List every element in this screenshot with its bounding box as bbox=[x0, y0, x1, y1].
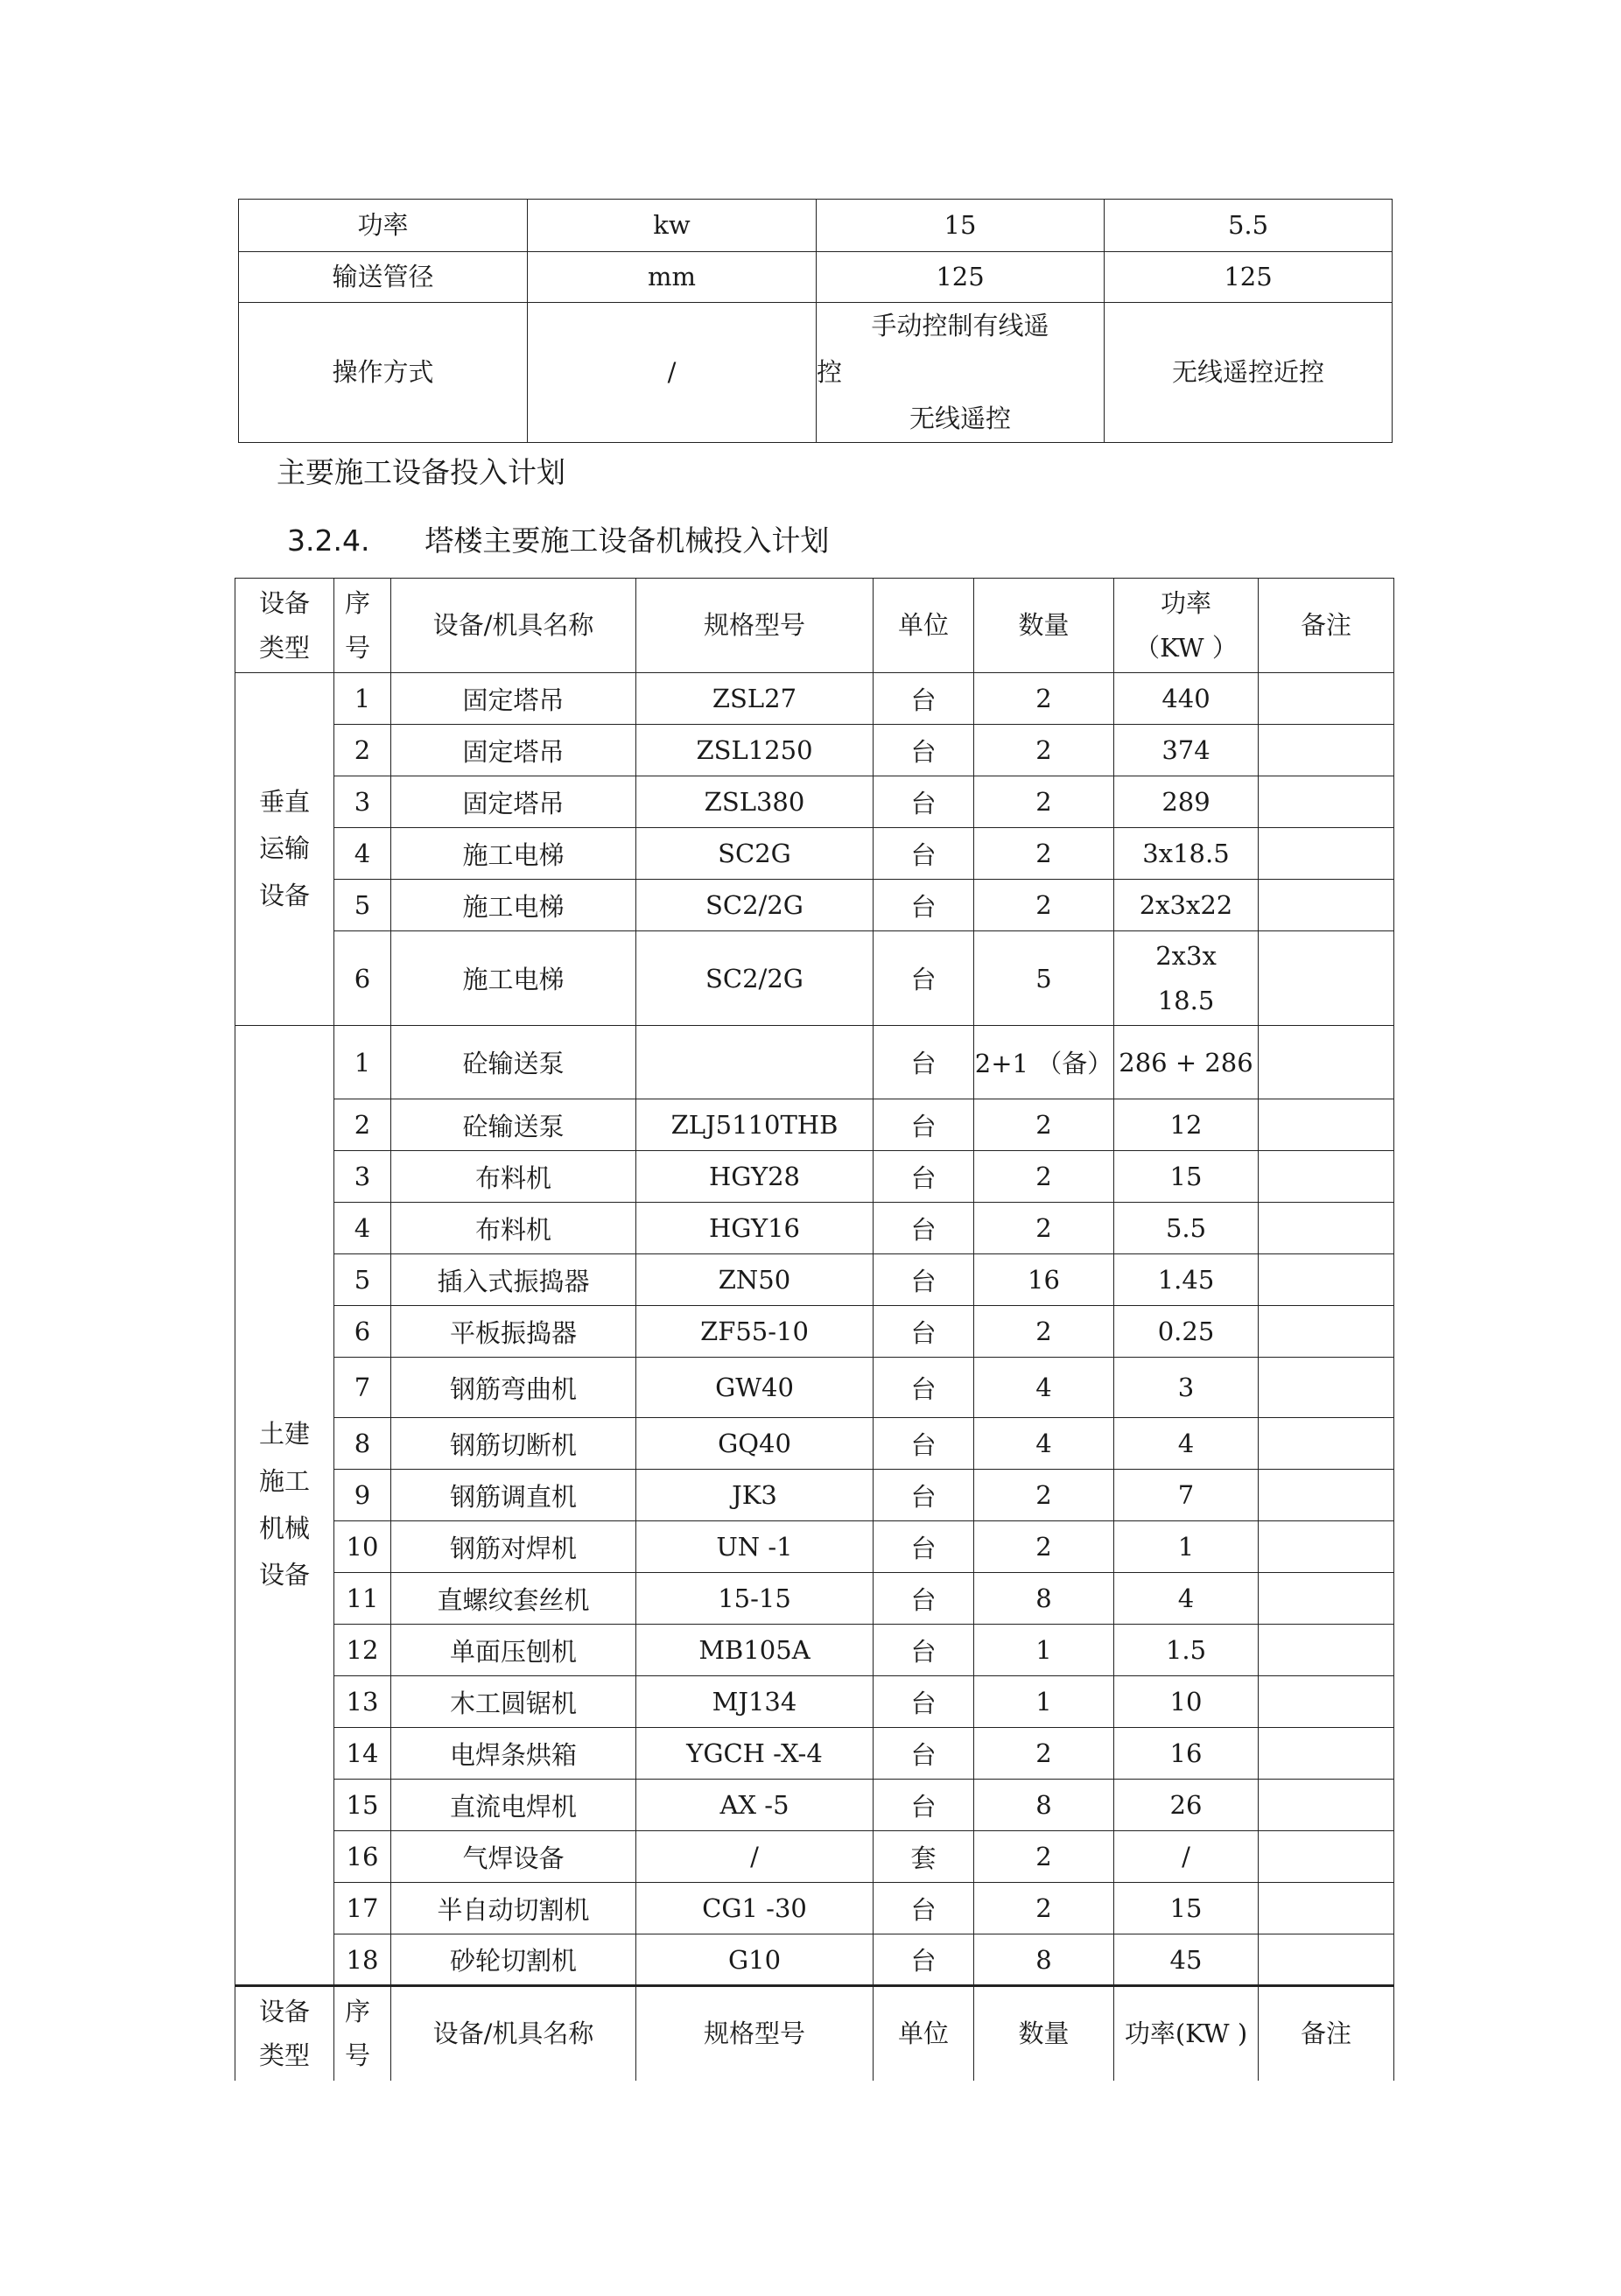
spec-row bbox=[239, 303, 1393, 443]
equipment-unit: 台 bbox=[874, 880, 974, 931]
equipment-quantity: 2 bbox=[974, 1470, 1114, 1521]
table-row bbox=[235, 1676, 1394, 1728]
header-qty: 数量 bbox=[974, 579, 1114, 673]
equipment-power: 7 bbox=[1114, 1470, 1259, 1521]
equipment-name: 直流电焊机 bbox=[391, 1780, 636, 1831]
spec-value: 5.5 bbox=[1105, 200, 1393, 252]
row-number: 14 bbox=[334, 1728, 391, 1780]
equipment-quantity: 4 bbox=[974, 1358, 1114, 1418]
subsection-heading: 3.2.4. 塔楼主要施工设备机械投入计划 bbox=[287, 523, 830, 558]
equipment-model: UN -1 bbox=[636, 1521, 874, 1573]
equipment-power: 3 bbox=[1114, 1358, 1259, 1418]
row-number: 18 bbox=[334, 1934, 391, 1986]
equipment-model: GQ40 bbox=[636, 1418, 874, 1470]
equipment-name: 单面压刨机 bbox=[391, 1625, 636, 1676]
equipment-model: G10 bbox=[636, 1934, 874, 1986]
equipment-model: ZSL27 bbox=[636, 673, 874, 725]
equipment-table bbox=[235, 578, 1394, 2081]
row-number: 11 bbox=[334, 1573, 391, 1625]
table-row bbox=[235, 1780, 1394, 1831]
row-number: 16 bbox=[334, 1831, 391, 1883]
equipment-power: 1.45 bbox=[1114, 1254, 1259, 1306]
equipment-model: ZSL380 bbox=[636, 776, 874, 828]
row-number: 1 bbox=[334, 673, 391, 725]
equipment-quantity: 2 bbox=[974, 1151, 1114, 1203]
equipment-model: MB105A bbox=[636, 1625, 874, 1676]
equipment-name: 固定塔吊 bbox=[391, 673, 636, 725]
header-unit: 单位 bbox=[874, 1986, 974, 2081]
row-number: 3 bbox=[334, 776, 391, 828]
equipment-name: 施工电梯 bbox=[391, 931, 636, 1026]
table-row bbox=[235, 1831, 1394, 1883]
table-row bbox=[235, 725, 1394, 776]
section-heading: 主要施工设备投入计划 bbox=[277, 455, 565, 489]
equipment-power: 12 bbox=[1114, 1099, 1259, 1151]
equipment-unit: 台 bbox=[874, 1625, 974, 1676]
spec-value-line: 手动控制有线遥 bbox=[871, 311, 1049, 341]
equipment-remark bbox=[1259, 1934, 1394, 1986]
table-row bbox=[235, 1306, 1394, 1358]
equipment-name: 施工电梯 bbox=[391, 828, 636, 880]
equipment-unit: 台 bbox=[874, 725, 974, 776]
table-row bbox=[235, 1418, 1394, 1470]
equipment-name: 插入式振捣器 bbox=[391, 1254, 636, 1306]
equipment-quantity: 2 bbox=[974, 673, 1114, 725]
equipment-unit: 台 bbox=[874, 1099, 974, 1151]
row-number: 10 bbox=[334, 1521, 391, 1573]
equipment-remark bbox=[1259, 1521, 1394, 1573]
equipment-power: 2x3x22 bbox=[1114, 880, 1259, 931]
equipment-name: 气焊设备 bbox=[391, 1831, 636, 1883]
spec-value-line: 无线遥控 bbox=[909, 404, 1011, 433]
equipment-unit: 台 bbox=[874, 1358, 974, 1418]
spec-value: 无线遥控近控 bbox=[1105, 303, 1393, 443]
equipment-name: 布料机 bbox=[391, 1151, 636, 1203]
row-number: 7 bbox=[334, 1358, 391, 1418]
spec-row bbox=[239, 252, 1393, 303]
equipment-model: 15-15 bbox=[636, 1573, 874, 1625]
equipment-quantity: 8 bbox=[974, 1934, 1114, 1986]
spec-unit: / bbox=[528, 303, 817, 443]
equipment-power: 4 bbox=[1114, 1418, 1259, 1470]
equipment-model: HGY16 bbox=[636, 1203, 874, 1254]
equipment-model: ZSL1250 bbox=[636, 725, 874, 776]
equipment-unit: 台 bbox=[874, 1470, 974, 1521]
equipment-remark bbox=[1259, 1676, 1394, 1728]
equipment-model: HGY28 bbox=[636, 1151, 874, 1203]
equipment-power: 5.5 bbox=[1114, 1203, 1259, 1254]
equipment-quantity: 1 bbox=[974, 1625, 1114, 1676]
equipment-power: 15 bbox=[1114, 1151, 1259, 1203]
equipment-model: CG1 -30 bbox=[636, 1883, 874, 1934]
equipment-remark bbox=[1259, 1026, 1394, 1099]
table-row bbox=[235, 1026, 1394, 1099]
spec-value: 15 bbox=[817, 200, 1105, 252]
spec-unit: mm bbox=[528, 252, 817, 303]
row-number: 2 bbox=[334, 725, 391, 776]
equipment-unit: 台 bbox=[874, 1676, 974, 1728]
equipment-power: 0.25 bbox=[1114, 1306, 1259, 1358]
header-no: 序 号 bbox=[334, 1986, 391, 2081]
table-row bbox=[235, 1625, 1394, 1676]
equipment-name: 砼输送泵 bbox=[391, 1026, 636, 1099]
equipment-remark bbox=[1259, 776, 1394, 828]
table-row bbox=[235, 931, 1394, 1026]
equipment-quantity: 8 bbox=[974, 1573, 1114, 1625]
equipment-power: 15 bbox=[1114, 1883, 1259, 1934]
row-number: 15 bbox=[334, 1780, 391, 1831]
table-row bbox=[235, 1934, 1394, 1986]
equipment-power: 440 bbox=[1114, 673, 1259, 725]
table-row bbox=[235, 1521, 1394, 1573]
equipment-name: 平板振捣器 bbox=[391, 1306, 636, 1358]
equipment-category: 垂直 运输 设备 bbox=[235, 673, 334, 1026]
equipment-model bbox=[636, 1026, 874, 1099]
header-type: 设备 类型 bbox=[235, 1986, 334, 2081]
spec-row bbox=[239, 200, 1393, 252]
row-number: 8 bbox=[334, 1418, 391, 1470]
equipment-remark bbox=[1259, 1418, 1394, 1470]
table-row bbox=[235, 673, 1394, 725]
table-row bbox=[235, 776, 1394, 828]
equipment-remark bbox=[1259, 828, 1394, 880]
equipment-quantity: 2 bbox=[974, 1883, 1114, 1934]
equipment-name: 直螺纹套丝机 bbox=[391, 1573, 636, 1625]
equipment-name: 砂轮切割机 bbox=[391, 1934, 636, 1986]
table-row bbox=[235, 1358, 1394, 1418]
equipment-name: 施工电梯 bbox=[391, 880, 636, 931]
equipment-unit: 台 bbox=[874, 1306, 974, 1358]
row-number: 6 bbox=[334, 931, 391, 1026]
spec-value: 125 bbox=[1105, 252, 1393, 303]
equipment-power: 26 bbox=[1114, 1780, 1259, 1831]
equipment-power: 3x18.5 bbox=[1114, 828, 1259, 880]
row-number: 13 bbox=[334, 1676, 391, 1728]
row-number: 1 bbox=[334, 1026, 391, 1099]
equipment-unit: 台 bbox=[874, 1780, 974, 1831]
equipment-quantity: 2 bbox=[974, 1831, 1114, 1883]
equipment-unit: 台 bbox=[874, 1418, 974, 1470]
spec-unit: kw bbox=[528, 200, 817, 252]
equipment-quantity: 1 bbox=[974, 1676, 1114, 1728]
header-power: 功率(KW ) bbox=[1114, 1986, 1259, 2081]
header-qty: 数量 bbox=[974, 1986, 1114, 2081]
equipment-model: ZN50 bbox=[636, 1254, 874, 1306]
equipment-remark bbox=[1259, 1358, 1394, 1418]
equipment-name: 固定塔吊 bbox=[391, 725, 636, 776]
equipment-name: 钢筋对焊机 bbox=[391, 1521, 636, 1573]
table-row bbox=[235, 1883, 1394, 1934]
equipment-model: YGCH -X-4 bbox=[636, 1728, 874, 1780]
equipment-quantity: 2 bbox=[974, 1203, 1114, 1254]
equipment-power: 1 bbox=[1114, 1521, 1259, 1573]
row-number: 5 bbox=[334, 1254, 391, 1306]
equipment-name: 固定塔吊 bbox=[391, 776, 636, 828]
equipment-remark bbox=[1259, 1306, 1394, 1358]
equipment-quantity: 4 bbox=[974, 1418, 1114, 1470]
equipment-unit: 台 bbox=[874, 1934, 974, 1986]
equipment-unit: 台 bbox=[874, 931, 974, 1026]
equipment-remark bbox=[1259, 1728, 1394, 1780]
equipment-power: 45 bbox=[1114, 1934, 1259, 1986]
table-row bbox=[235, 1203, 1394, 1254]
spec-label: 功率 bbox=[239, 200, 528, 252]
equipment-remark bbox=[1259, 880, 1394, 931]
header-model: 规格型号 bbox=[636, 579, 874, 673]
equipment-unit: 台 bbox=[874, 1521, 974, 1573]
equipment-unit: 台 bbox=[874, 1254, 974, 1306]
equipment-power: 10 bbox=[1114, 1676, 1259, 1728]
spec-label: 操作方式 bbox=[239, 303, 528, 443]
equipment-category: 土建 施工 机械 设备 bbox=[235, 1026, 334, 1986]
header-name: 设备/机具名称 bbox=[391, 1986, 636, 2081]
equipment-remark bbox=[1259, 673, 1394, 725]
spec-value bbox=[817, 303, 1105, 443]
equipment-unit: 台 bbox=[874, 673, 974, 725]
equipment-name: 钢筋调直机 bbox=[391, 1470, 636, 1521]
table-row bbox=[235, 1470, 1394, 1521]
equipment-remark bbox=[1259, 1099, 1394, 1151]
equipment-name: 钢筋弯曲机 bbox=[391, 1358, 636, 1418]
equipment-name: 钢筋切断机 bbox=[391, 1418, 636, 1470]
equipment-quantity: 16 bbox=[974, 1254, 1114, 1306]
equipment-quantity: 2 bbox=[974, 828, 1114, 880]
equipment-power: 4 bbox=[1114, 1573, 1259, 1625]
table-row bbox=[235, 880, 1394, 931]
row-number: 3 bbox=[334, 1151, 391, 1203]
table-row bbox=[235, 828, 1394, 880]
equipment-unit: 台 bbox=[874, 776, 974, 828]
row-number: 2 bbox=[334, 1099, 391, 1151]
equipment-quantity: 2 bbox=[974, 1306, 1114, 1358]
equipment-name: 布料机 bbox=[391, 1203, 636, 1254]
table-row bbox=[235, 1099, 1394, 1151]
table-row bbox=[235, 1151, 1394, 1203]
row-number: 9 bbox=[334, 1470, 391, 1521]
table-header-row bbox=[235, 1986, 1394, 2081]
equipment-unit: 台 bbox=[874, 1203, 974, 1254]
equipment-unit: 台 bbox=[874, 1883, 974, 1934]
equipment-quantity: 8 bbox=[974, 1780, 1114, 1831]
equipment-unit: 台 bbox=[874, 1026, 974, 1099]
equipment-model: SC2G bbox=[636, 828, 874, 880]
equipment-remark bbox=[1259, 1151, 1394, 1203]
spec-table bbox=[238, 199, 1393, 443]
equipment-model: AX -5 bbox=[636, 1780, 874, 1831]
equipment-remark bbox=[1259, 1470, 1394, 1521]
equipment-model: SC2/2G bbox=[636, 880, 874, 931]
equipment-model: ZLJ5110THB bbox=[636, 1099, 874, 1151]
table-row bbox=[235, 1728, 1394, 1780]
equipment-power: 16 bbox=[1114, 1728, 1259, 1780]
equipment-remark bbox=[1259, 1203, 1394, 1254]
equipment-name: 半自动切割机 bbox=[391, 1883, 636, 1934]
row-number: 12 bbox=[334, 1625, 391, 1676]
row-number: 17 bbox=[334, 1883, 391, 1934]
table-row bbox=[235, 1254, 1394, 1306]
equipment-model: GW40 bbox=[636, 1358, 874, 1418]
equipment-power: / bbox=[1114, 1831, 1259, 1883]
spec-value: 125 bbox=[817, 252, 1105, 303]
equipment-quantity: 2 bbox=[974, 1521, 1114, 1573]
equipment-name: 电焊条烘箱 bbox=[391, 1728, 636, 1780]
header-name: 设备/机具名称 bbox=[391, 579, 636, 673]
equipment-model: ZF55-10 bbox=[636, 1306, 874, 1358]
equipment-model: JK3 bbox=[636, 1470, 874, 1521]
row-number: 4 bbox=[334, 828, 391, 880]
header-remark: 备注 bbox=[1259, 1986, 1394, 2081]
equipment-unit: 台 bbox=[874, 1151, 974, 1203]
equipment-remark bbox=[1259, 1780, 1394, 1831]
row-number: 4 bbox=[334, 1203, 391, 1254]
equipment-unit: 台 bbox=[874, 1573, 974, 1625]
equipment-model: / bbox=[636, 1831, 874, 1883]
header-type: 设备 类型 bbox=[235, 579, 334, 673]
equipment-quantity: 2 bbox=[974, 725, 1114, 776]
equipment-name: 木工圆锯机 bbox=[391, 1676, 636, 1728]
equipment-remark bbox=[1259, 931, 1394, 1026]
equipment-power: 289 bbox=[1114, 776, 1259, 828]
equipment-quantity: 2+1 （备） bbox=[974, 1026, 1114, 1099]
equipment-power: 1.5 bbox=[1114, 1625, 1259, 1676]
equipment-quantity: 5 bbox=[974, 931, 1114, 1026]
header-power: 功率 （KW ） bbox=[1114, 579, 1259, 673]
equipment-unit: 套 bbox=[874, 1831, 974, 1883]
row-number: 5 bbox=[334, 880, 391, 931]
header-no: 序 号 bbox=[334, 579, 391, 673]
table-row bbox=[235, 1573, 1394, 1625]
equipment-model: MJ134 bbox=[636, 1676, 874, 1728]
equipment-remark bbox=[1259, 1831, 1394, 1883]
row-number: 6 bbox=[334, 1306, 391, 1358]
equipment-remark bbox=[1259, 1573, 1394, 1625]
equipment-remark bbox=[1259, 1254, 1394, 1306]
equipment-quantity: 2 bbox=[974, 880, 1114, 931]
equipment-remark bbox=[1259, 725, 1394, 776]
equipment-unit: 台 bbox=[874, 1728, 974, 1780]
equipment-model: SC2/2G bbox=[636, 931, 874, 1026]
equipment-power: 286 + 286 bbox=[1114, 1026, 1259, 1099]
equipment-quantity: 2 bbox=[974, 1728, 1114, 1780]
equipment-quantity: 2 bbox=[974, 776, 1114, 828]
equipment-power: 2x3x 18.5 bbox=[1114, 931, 1259, 1026]
equipment-remark bbox=[1259, 1883, 1394, 1934]
equipment-name: 砼输送泵 bbox=[391, 1099, 636, 1151]
equipment-unit: 台 bbox=[874, 828, 974, 880]
spec-label: 输送管径 bbox=[239, 252, 528, 303]
table-header-row bbox=[235, 579, 1394, 673]
equipment-remark bbox=[1259, 1625, 1394, 1676]
spec-value-line: 控 bbox=[817, 357, 843, 387]
header-model: 规格型号 bbox=[636, 1986, 874, 2081]
header-remark: 备注 bbox=[1259, 579, 1394, 673]
equipment-power: 374 bbox=[1114, 725, 1259, 776]
equipment-quantity: 2 bbox=[974, 1099, 1114, 1151]
header-unit: 单位 bbox=[874, 579, 974, 673]
